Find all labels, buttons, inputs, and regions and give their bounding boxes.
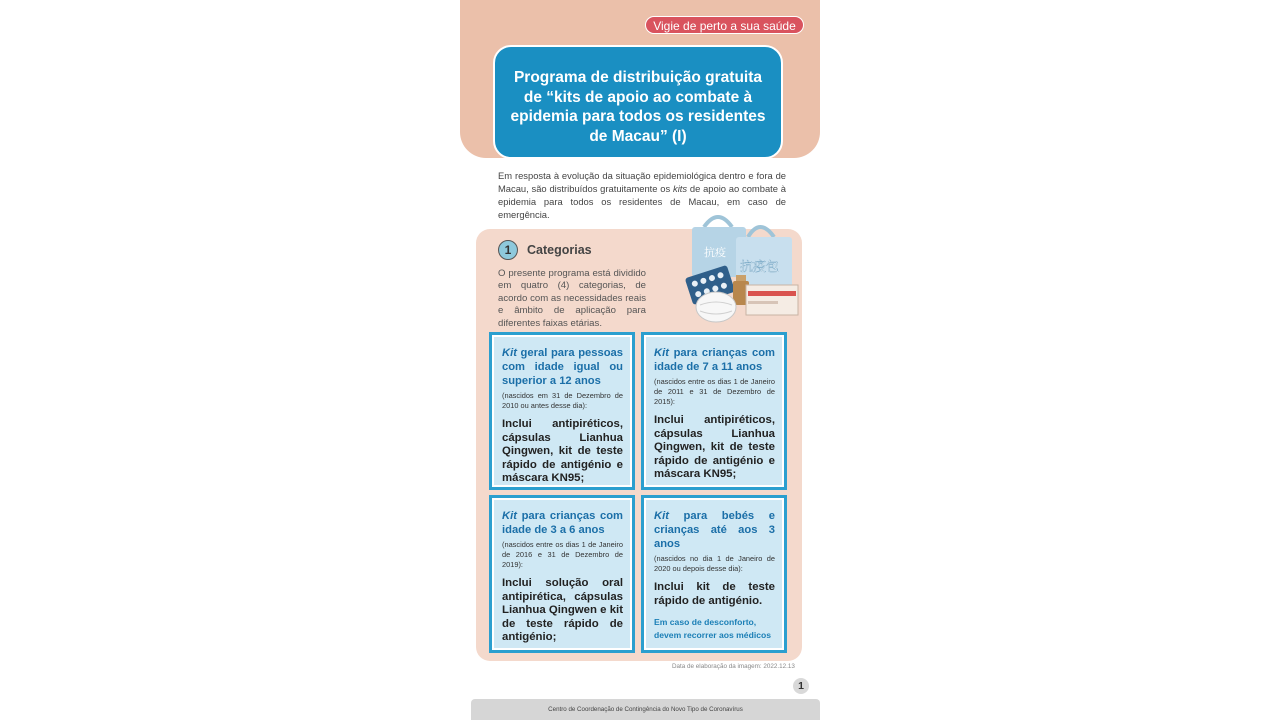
page-title: Programa de distribuição gratuita de “kits de apoio ao combate à epidemia para todos os residentes de Macau” (I)	[510, 69, 766, 145]
page-number: 1	[793, 678, 809, 694]
card-title-text: para bebés e crianças até aos 3 anos	[654, 510, 775, 550]
card-dates: (nascidos no dia 1 de Janeiro de 2020 ou depois desse dia):	[654, 554, 775, 573]
card-title	[654, 346, 775, 374]
title-box	[493, 45, 783, 159]
intro-text-2: de apoio ao combate à epidemia para todos os residentes de Macau, em caso de emergência.	[498, 183, 786, 220]
footer-organization: Centro de Coordenação de Contingência do Novo Tipo de Coronavírus	[471, 699, 820, 720]
intro-text-1: Em resposta à evolução da situação epidemiológica dentro e fora de Macau, são distribuídos gratuitamente os	[498, 170, 786, 194]
category-card-3-6	[489, 495, 635, 653]
card-body: Inclui solução oral antipirética, cápsulas Lianhua Qingwen e kit de teste rápido de antigénio;	[502, 577, 623, 644]
card-title	[654, 509, 775, 551]
tagline-badge: Vigie de perto a sua saúde	[645, 16, 804, 34]
card-title-text: geral para pessoas com idade igual ou superior a 12 anos	[502, 347, 623, 387]
image-date: Data de elaboração da imagem: 2022.12.13	[672, 663, 795, 670]
card-body: Inclui kit de teste rápido de antigénio.	[654, 581, 775, 607]
back-bag-text: 抗疫	[704, 246, 726, 259]
section-description: O presente programa está dividido em quatro (4) categorias, de acordo com as necessidades reais e âmbito de aplicação para diferentes faixas etárias.	[498, 268, 646, 329]
section-number-badge: 1	[498, 240, 518, 260]
poster	[460, 0, 820, 720]
card-body: Inclui antipiréticos, cápsulas Lianhua Qingwen, kit de teste rápido de antigénio e máscara KN95;	[654, 414, 775, 481]
front-bag-text: 抗疫包	[740, 260, 780, 275]
section-title: Categorias	[527, 243, 592, 257]
kit-word: Kit	[502, 347, 517, 359]
card-dates: (nascidos entre os dias 1 de Janeiro de 2011 e 31 de Dezembro de 2015):	[654, 377, 775, 406]
kit-word: Kit	[654, 347, 669, 359]
card-dates: (nascidos em 31 de Dezembro de 2010 ou antes desse dia):	[502, 391, 623, 410]
kit-word: Kit	[502, 510, 517, 522]
card-title	[502, 509, 623, 537]
card-title	[502, 346, 623, 388]
card-title-text: para crianças com idade de 7 a 11 anos	[654, 347, 775, 373]
card-body: Inclui antipiréticos, cápsulas Lianhua Qingwen, kit de teste rápido de antigénio e máscara KN95;	[502, 418, 623, 485]
intro-kits-word: kits	[673, 183, 688, 194]
card-title-text: para crianças com idade de 3 a 6 anos	[502, 510, 623, 536]
card-dates: (nascidos entre os dias 1 de Janeiro de 2016 e 31 de Dezembro de 2019):	[502, 540, 623, 569]
category-card-7-11	[641, 332, 787, 490]
card-note: Em caso de desconforto, devem recorrer aos médicos	[654, 617, 772, 641]
kit-word: Kit	[654, 510, 669, 522]
category-card-0-3	[641, 495, 787, 653]
kit-illustration	[684, 213, 804, 328]
category-card-adult	[489, 332, 635, 490]
